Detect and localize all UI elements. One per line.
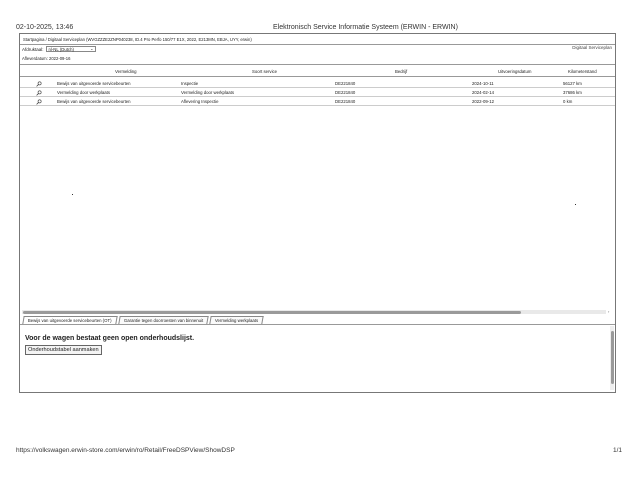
table-row[interactable] — [20, 80, 615, 88]
tab-vermelding[interactable]: Vermelding werkplaats — [209, 316, 264, 324]
print-datetime: 02-10-2025, 13:46 — [16, 24, 74, 31]
language-select[interactable] — [46, 46, 96, 52]
scroll-right-icon[interactable]: › — [608, 309, 610, 314]
column-header-soort-service[interactable]: Soort service — [252, 69, 278, 74]
table-header — [20, 67, 615, 77]
no-maintenance-message: Voor de wagen bestaat geen open onderhoudslijst. — [25, 335, 195, 342]
delivery-date: Afleverdatum: 2022-09-16 — [22, 56, 71, 61]
cell-bedrijf: DE221840 — [335, 90, 356, 95]
cell-bedrijf: DE221840 — [335, 81, 356, 86]
scan-speck — [72, 194, 73, 195]
magnifier-icon[interactable] — [36, 90, 42, 96]
divider — [20, 64, 615, 65]
chevron-down-icon: ⌄ — [90, 46, 94, 51]
print-title: Elektronisch Service Informatie Systeem (ERWIN - ERWIN) — [273, 24, 458, 31]
language-row — [22, 46, 96, 52]
cell-vermelding: Vermelding door werkplaats — [57, 90, 111, 95]
cell-bedrijf: DE221840 — [335, 99, 356, 104]
language-selected: nl-NL (Dutch) — [48, 47, 74, 52]
divider — [20, 324, 615, 325]
cell-soort-service: Inspectie — [181, 81, 199, 86]
column-header-vermelding[interactable]: Vermelding — [115, 69, 137, 74]
horizontal-scrollbar[interactable] — [22, 310, 606, 314]
cell-km: 56127 km — [563, 81, 582, 86]
create-maintenance-table-button[interactable]: Onderhoudstabel aanmaken — [25, 345, 102, 355]
table-row[interactable] — [20, 89, 615, 97]
magnifier-icon[interactable] — [36, 99, 42, 105]
cell-soort-service: Vermelding door werkplaats — [181, 90, 235, 95]
column-header-uitvoeringsdatum[interactable]: Uitvoeringsdatum — [498, 69, 532, 74]
cell-soort-service: Aflevering Inspectie — [181, 99, 219, 104]
table-row[interactable] — [20, 98, 615, 106]
cell-datum: 2024-02-14 — [472, 90, 494, 95]
scrollbar-thumb[interactable] — [23, 311, 521, 314]
column-header-kilometerstand[interactable]: Kilometerstand — [568, 69, 597, 74]
breadcrumb[interactable]: Startpagina / Digitaal Serviceplan (WVGZZZE2ZNP040238, ID.4 Pro Perfo 150/77 E1X, 2022, E213MN, EBJA, UYY, erwin) — [23, 37, 252, 42]
cell-vermelding: Bewijs van uitgevoerde servicebeurten — [57, 99, 131, 104]
vertical-scrollbar[interactable] — [610, 326, 614, 390]
digital-serviceplan-label: Digitaal Serviceplan — [572, 45, 612, 50]
tab-bewijs[interactable]: Bewijs van uitgevoerde servicebeurten (OT) — [22, 316, 117, 324]
cell-km: 37686 km — [563, 90, 582, 95]
tab-garantie[interactable]: Garantie tegen doorroesten van binnenuit — [118, 316, 209, 324]
cell-km: 0 km — [563, 99, 573, 104]
column-header-bedrijf[interactable]: Bedrijf — [395, 69, 408, 74]
app-frame — [19, 33, 616, 393]
cell-datum: 2024-10-11 — [472, 81, 494, 86]
language-label: Afdruktaal: — [22, 46, 44, 52]
page-url: https://volkswagen.erwin-store.com/erwin/ro/Retail/FreeDSPView/ShowDSP — [16, 447, 235, 454]
scrollbar-thumb[interactable] — [611, 331, 614, 384]
page-number: 1/1 — [612, 447, 622, 454]
cell-vermelding: Bewijs van uitgevoerde servicebeurten — [57, 81, 131, 86]
scan-speck — [575, 204, 576, 205]
divider — [20, 44, 615, 45]
magnifier-icon[interactable] — [36, 81, 42, 87]
cell-datum: 2022-09-12 — [472, 99, 494, 104]
